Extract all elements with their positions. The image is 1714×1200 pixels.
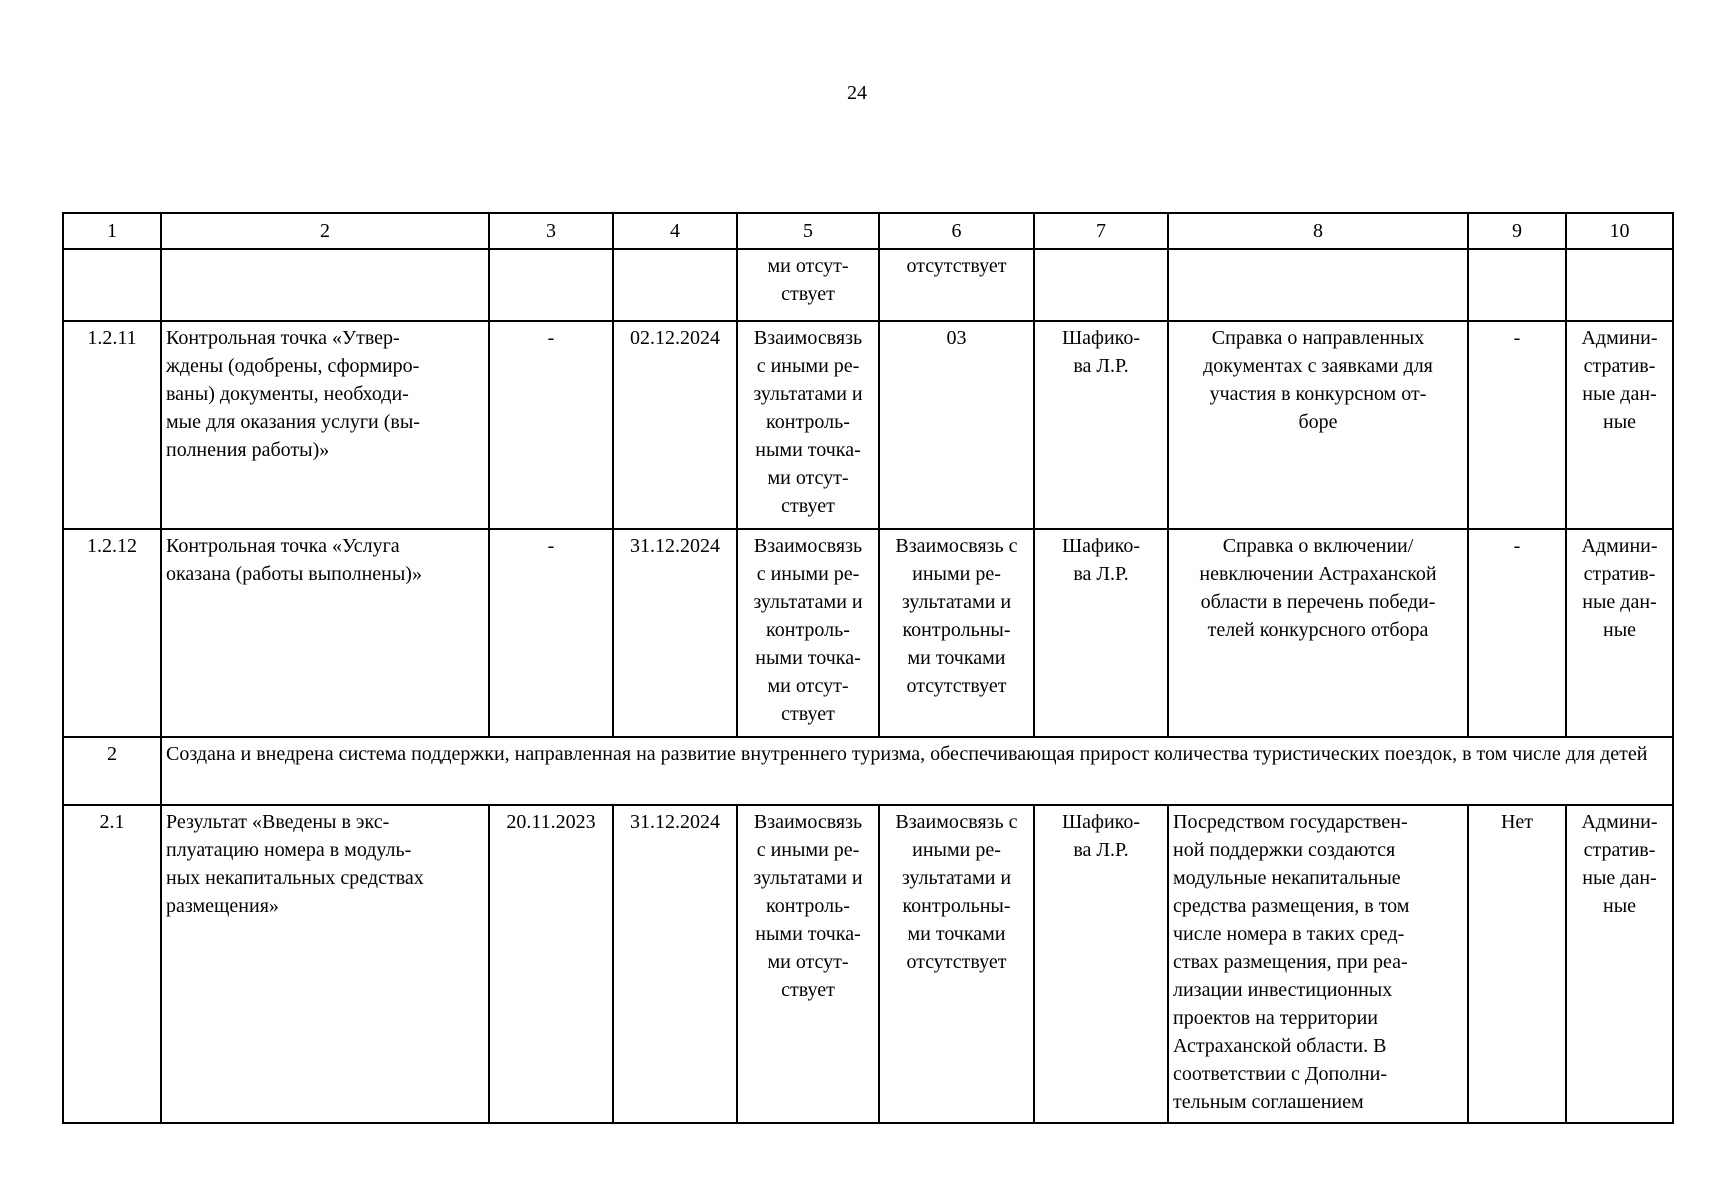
- table-row: [63, 805, 1673, 1123]
- cell-predecessors: Взаимосвязь с иными ре- зультатами и контроль- ными точка- ми отсут- ствует: [737, 321, 879, 529]
- cell-name: Контрольная точка «Утвер- ждены (одобрены, сформиро- ваны) документы, необходи- мые для оказания услуги (вы- полнения работы)»: [161, 321, 489, 529]
- cell-flag: -: [1468, 321, 1566, 529]
- header-cell: 5: [737, 213, 879, 249]
- cell-document: [1168, 249, 1468, 321]
- table-row: [63, 529, 1673, 737]
- header-cell: 3: [489, 213, 613, 249]
- cell-name: [161, 249, 489, 321]
- cell-end-date: [613, 249, 737, 321]
- cell-flag: -: [1468, 529, 1566, 737]
- cell-flag: Нет: [1468, 805, 1566, 1123]
- cell-info-source: Админи- стратив- ные дан- ные: [1566, 805, 1673, 1123]
- header-cell: 10: [1566, 213, 1673, 249]
- cell-start-date: -: [489, 321, 613, 529]
- cell-successors: 03: [879, 321, 1034, 529]
- cell-number: 2: [63, 737, 161, 805]
- cell-end-date: 31.12.2024: [613, 805, 737, 1123]
- table-row: [63, 249, 1673, 321]
- cell-document: Справка о направленных документах с заявками для участия в конкурсном от- боре: [1168, 321, 1468, 529]
- cell-end-date: 31.12.2024: [613, 529, 737, 737]
- cell-responsible: Шафико- ва Л.Р.: [1034, 805, 1168, 1123]
- header-row: [63, 213, 1673, 249]
- document-table: [62, 212, 1674, 1124]
- cell-number: 2.1: [63, 805, 161, 1123]
- header-cell: 4: [613, 213, 737, 249]
- cell-number: [63, 249, 161, 321]
- cell-successors: Взаимосвязь с иными ре- зультатами и контрольны- ми точками отсутствует: [879, 805, 1034, 1123]
- cell-number: 1.2.11: [63, 321, 161, 529]
- cell-flag: [1468, 249, 1566, 321]
- header-cell: 6: [879, 213, 1034, 249]
- cell-info-source: Админи- стратив- ные дан- ные: [1566, 321, 1673, 529]
- header-cell: 8: [1168, 213, 1468, 249]
- page-number: 24: [847, 82, 867, 104]
- cell-responsible: Шафико- ва Л.Р.: [1034, 321, 1168, 529]
- cell-info-source: [1566, 249, 1673, 321]
- table-row: [63, 321, 1673, 529]
- header-cell: 2: [161, 213, 489, 249]
- cell-start-date: 20.11.2023: [489, 805, 613, 1123]
- cell-start-date: [489, 249, 613, 321]
- cell-predecessors: Взаимосвязь с иными ре- зультатами и контроль- ными точка- ми отсут- ствует: [737, 529, 879, 737]
- cell-end-date: 02.12.2024: [613, 321, 737, 529]
- cell-responsible: Шафико- ва Л.Р.: [1034, 529, 1168, 737]
- section-title: Создана и внедрена система поддержки, направленная на развитие внутреннего туризма, обеспечивающая прирост количества туристических поездок, в том числе для детей: [161, 737, 1673, 805]
- cell-name: Контрольная точка «Услуга оказана (работы выполнены)»: [161, 529, 489, 737]
- cell-document: Посредством государствен- ной поддержки создаются модульные некапитальные средства размещения, в том числе номера в таких сред- ствах размещения, при реа- лизации инвестиционных проектов на территории Астраханской области. В соответствии с Дополни- тельным соглашением: [1168, 805, 1468, 1123]
- cell-name: Результат «Введены в экс- плуатацию номера в модуль- ных некапитальных средствах размещения»: [161, 805, 489, 1123]
- cell-successors: отсутствует: [879, 249, 1034, 321]
- cell-responsible: [1034, 249, 1168, 321]
- section-row: [63, 737, 1673, 805]
- cell-start-date: -: [489, 529, 613, 737]
- cell-predecessors: Взаимосвязь с иными ре- зультатами и контроль- ными точка- ми отсут- ствует: [737, 805, 879, 1123]
- cell-number: 1.2.12: [63, 529, 161, 737]
- header-cell: 9: [1468, 213, 1566, 249]
- cell-predecessors: ми отсут- ствует: [737, 249, 879, 321]
- cell-successors: Взаимосвязь с иными ре- зультатами и контрольны- ми точками отсутствует: [879, 529, 1034, 737]
- header-cell: 7: [1034, 213, 1168, 249]
- cell-info-source: Админи- стратив- ные дан- ные: [1566, 529, 1673, 737]
- header-cell: 1: [63, 213, 161, 249]
- cell-document: Справка о включении/ невключении Астраханской области в перечень победи- телей конкурсного отбора: [1168, 529, 1468, 737]
